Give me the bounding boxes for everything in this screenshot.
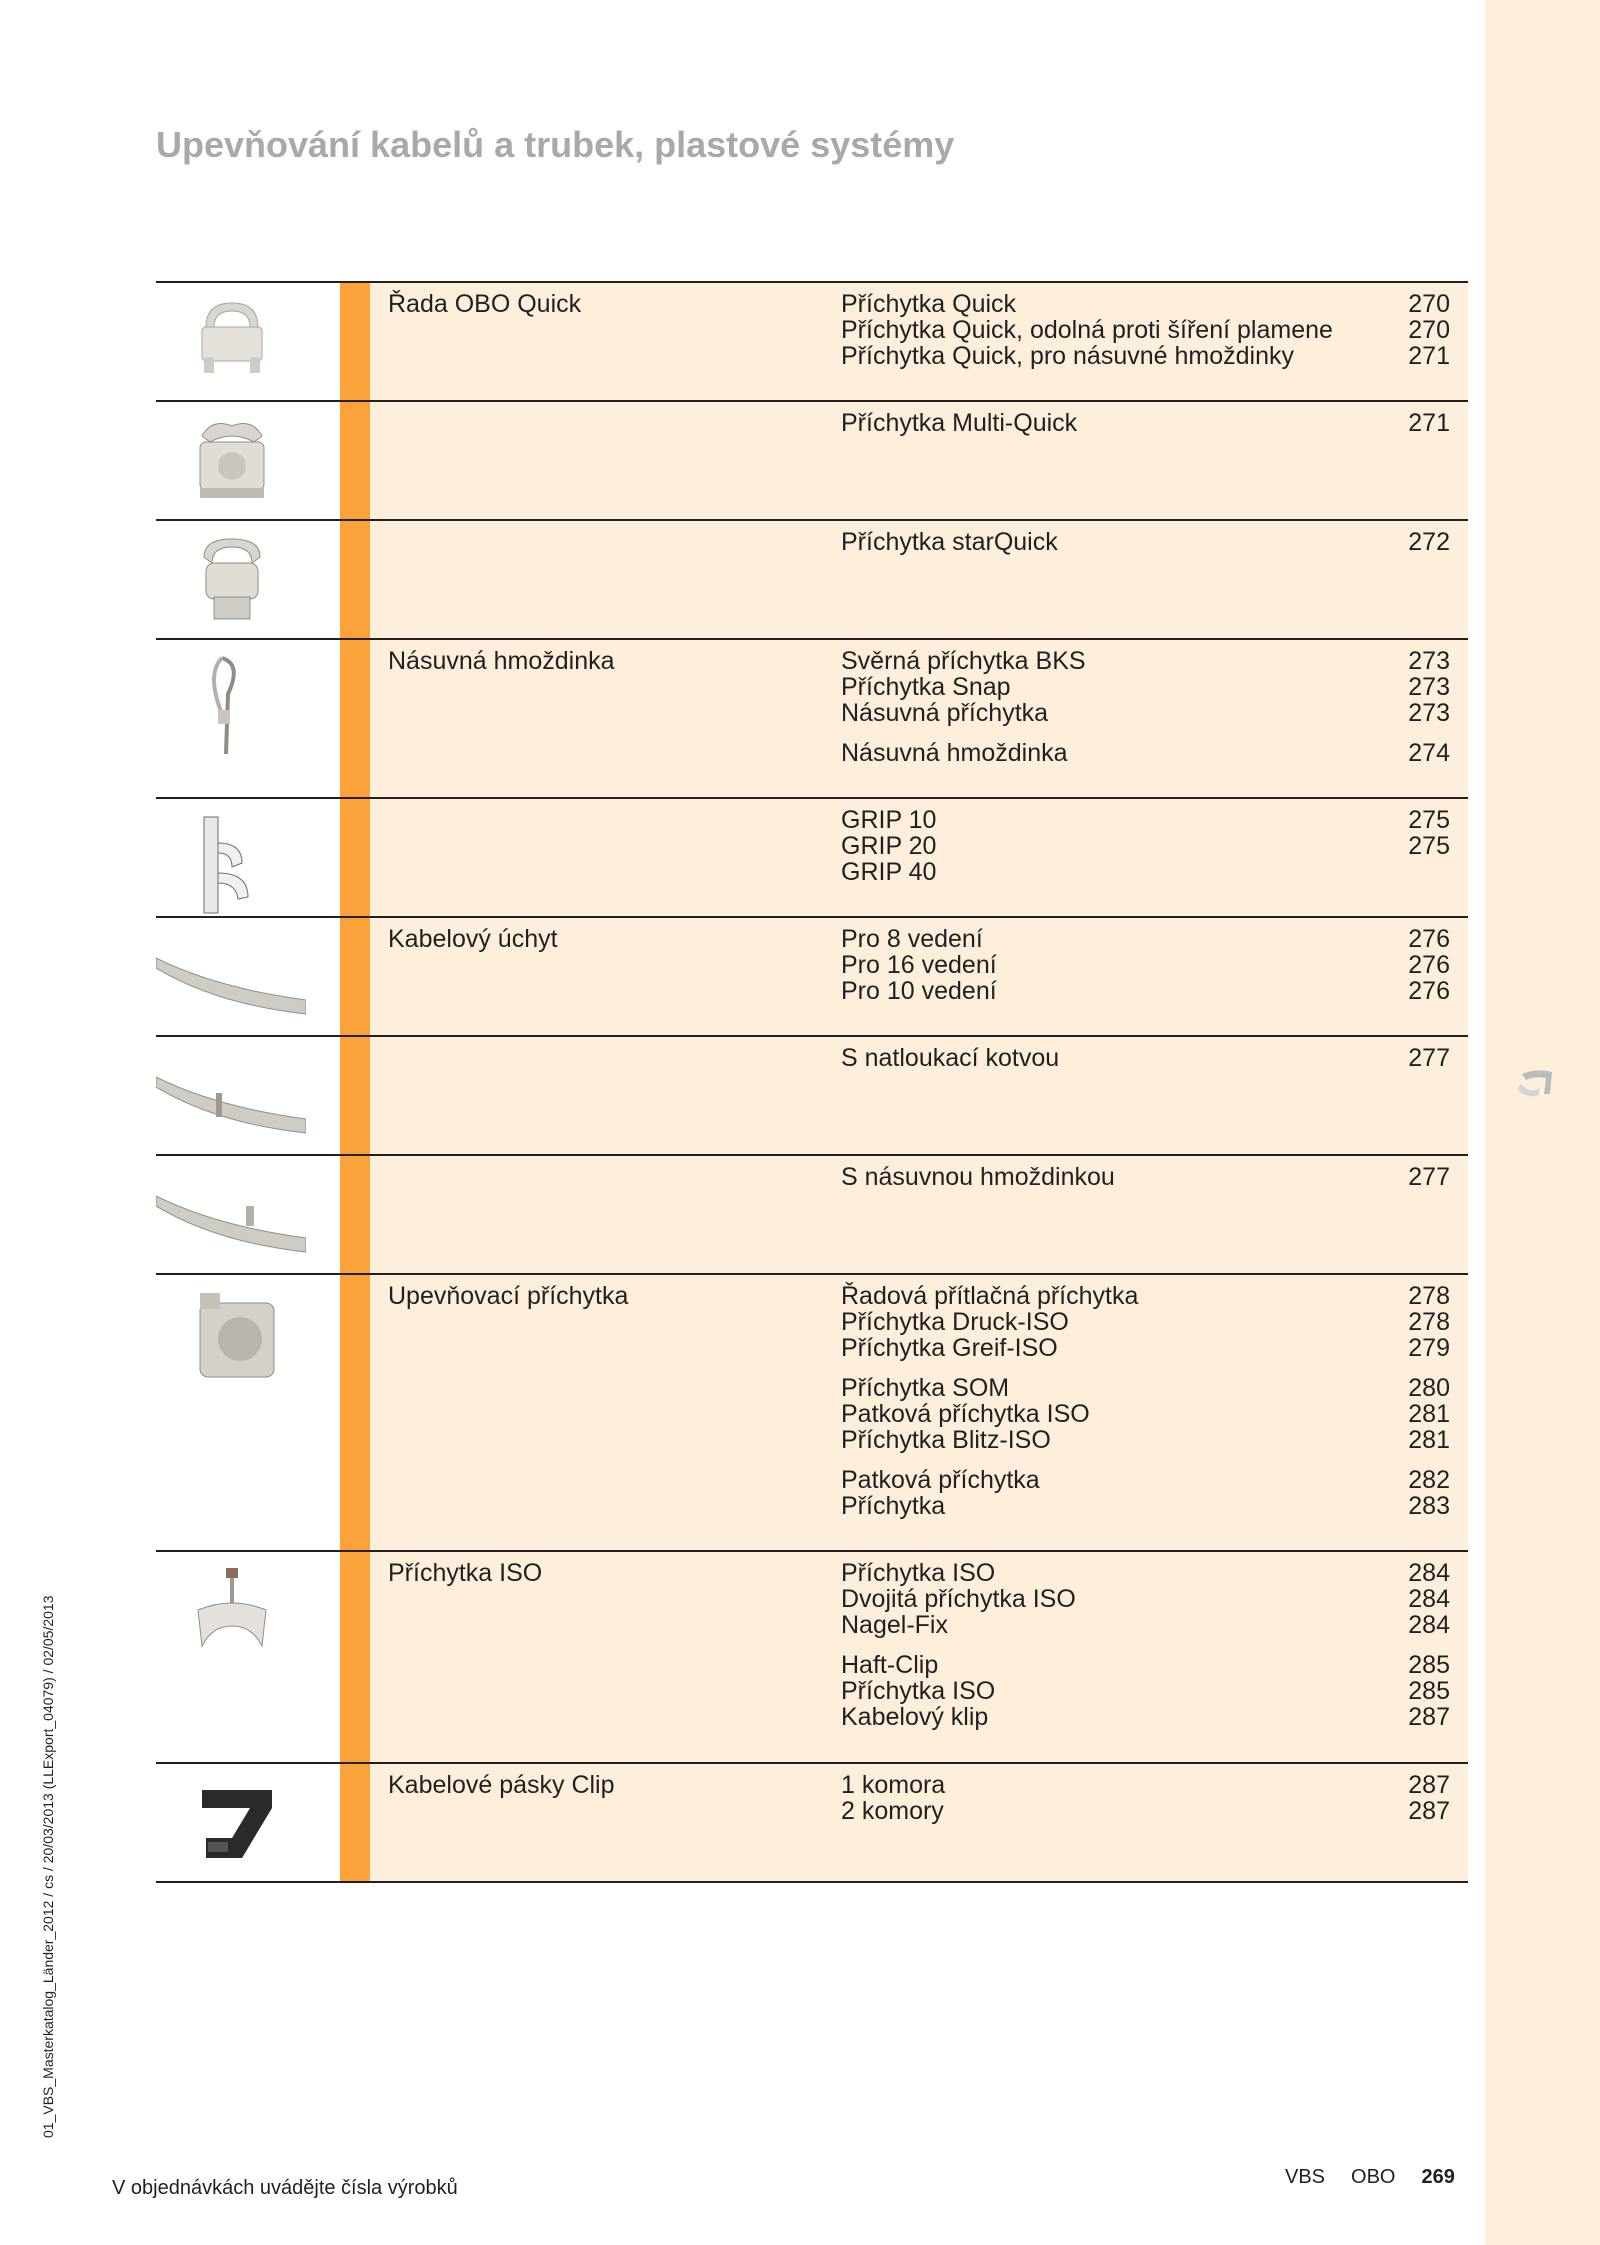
accent-bar [340, 1037, 370, 1154]
item-group [841, 807, 1450, 885]
accent-bar [340, 799, 370, 916]
item-page: 276 [1408, 951, 1450, 979]
item-page: 281 [1408, 1400, 1450, 1428]
grip-clip-icon [192, 813, 262, 928]
category-label [370, 521, 841, 638]
item-name: Příchytka Blitz-ISO [841, 1426, 1051, 1454]
list-item [841, 833, 1450, 859]
item-page: 275 [1408, 832, 1450, 860]
list-item [841, 1164, 1450, 1190]
quick-clip-icon [192, 297, 272, 382]
item-list [841, 1552, 1468, 1762]
item-name: Násuvná hmoždinka [841, 739, 1068, 767]
item-name: Nagel-Fix [841, 1611, 948, 1639]
list-item [841, 1798, 1450, 1824]
right-margin-band [1485, 0, 1600, 2245]
table-row [156, 519, 1468, 638]
row-body [370, 283, 1468, 400]
brand-vbs: VBS [1285, 2166, 1326, 2188]
item-name: Příchytka Quick [841, 290, 1017, 318]
item-name: Svěrná příchytka BKS [841, 647, 1086, 675]
product-image [156, 1156, 340, 1273]
item-name: GRIP 40 [841, 858, 937, 886]
category-label [370, 1037, 841, 1154]
item-group [841, 926, 1450, 1004]
item-name: Příchytka Snap [841, 673, 1011, 701]
row-body [370, 1037, 1468, 1154]
table-row [156, 281, 1468, 400]
list-item [841, 1612, 1450, 1638]
item-name: Příchytka ISO [841, 1559, 996, 1587]
item-group [841, 1772, 1450, 1824]
category-label: Řada OBO Quick [388, 290, 582, 318]
item-group [841, 1045, 1450, 1071]
item-list [841, 1156, 1468, 1273]
item-group [841, 1164, 1450, 1190]
item-name: Příchytka SOM [841, 1374, 1010, 1402]
item-page: 271 [1408, 342, 1450, 370]
item-page: 279 [1408, 1334, 1450, 1362]
item-name: 1 komora [841, 1771, 946, 1799]
list-item [841, 648, 1450, 674]
accent-bar [340, 283, 370, 400]
item-page: 287 [1408, 1797, 1450, 1825]
list-item [841, 1704, 1450, 1730]
item-name: Pro 16 vedení [841, 951, 997, 979]
item-page: 284 [1408, 1585, 1450, 1613]
list-item [841, 1467, 1450, 1493]
item-page: 274 [1408, 739, 1450, 767]
list-item [841, 674, 1450, 700]
item-list [841, 402, 1468, 519]
item-page: 287 [1408, 1771, 1450, 1799]
item-name: Příchytka Druck-ISO [841, 1308, 1069, 1336]
item-name: GRIP 20 [841, 832, 937, 860]
list-item [841, 1678, 1450, 1704]
item-page: 271 [1408, 409, 1450, 437]
category-label: Kabelové pásky Clip [388, 1771, 615, 1799]
nail-clip-icon [192, 1566, 272, 1671]
item-page: 285 [1408, 1677, 1450, 1705]
product-index-table [156, 281, 1468, 1883]
item-page: 270 [1408, 316, 1450, 344]
pressure-clip-icon [192, 1289, 282, 1394]
order-note: V objednávkách uvádějte čísla výrobků [112, 2177, 458, 2199]
list-item [841, 343, 1450, 369]
cable-clip-tab-icon [1516, 1066, 1556, 1100]
starquick-clip-icon [192, 535, 272, 630]
item-page: 276 [1408, 925, 1450, 953]
table-row [156, 1273, 1468, 1550]
item-group [841, 648, 1450, 726]
category-label: Násuvná hmoždinka [388, 647, 615, 675]
item-list [841, 1275, 1468, 1550]
item-page: 277 [1408, 1163, 1450, 1191]
cable-strap-icon [156, 938, 306, 1023]
accent-bar [340, 1156, 370, 1273]
item-name: Haft-Clip [841, 1651, 939, 1679]
item-group [841, 291, 1450, 369]
category-label: Upevňovací příchytka [388, 1282, 629, 1310]
item-name: Patková příchytka [841, 1466, 1040, 1494]
item-page: 278 [1408, 1282, 1450, 1310]
list-item [841, 529, 1450, 555]
list-item [841, 926, 1450, 952]
item-name: 2 komory [841, 1797, 944, 1825]
accent-bar [340, 640, 370, 797]
item-name: Násuvná příchytka [841, 699, 1049, 727]
accent-bar [340, 402, 370, 519]
item-page: 273 [1408, 673, 1450, 701]
row-body [370, 799, 1468, 916]
product-image [156, 918, 340, 1035]
item-list [841, 918, 1468, 1035]
item-page: 273 [1408, 699, 1450, 727]
list-item [841, 317, 1450, 343]
item-page: 285 [1408, 1651, 1450, 1679]
item-page: 280 [1408, 1374, 1450, 1402]
accent-bar [340, 1764, 370, 1881]
item-list [841, 1037, 1468, 1154]
item-group [841, 1652, 1450, 1730]
row-body [370, 1275, 1468, 1550]
item-name: Příchytka Greif-ISO [841, 1334, 1058, 1362]
item-page: 272 [1408, 528, 1450, 556]
product-image [156, 1552, 340, 1762]
product-image [156, 1037, 340, 1154]
product-image [156, 799, 340, 916]
item-page: 287 [1408, 1703, 1450, 1731]
list-item [841, 410, 1450, 436]
row-body [370, 1764, 1468, 1881]
table-row [156, 1762, 1468, 1881]
product-image [156, 1275, 340, 1550]
item-list [841, 640, 1468, 797]
item-group [841, 1560, 1450, 1638]
cable-tie-loop-icon [192, 654, 252, 769]
item-page: 284 [1408, 1611, 1450, 1639]
table-row [156, 797, 1468, 916]
item-name: Kabelový klip [841, 1703, 989, 1731]
product-image [156, 521, 340, 638]
list-item [841, 1772, 1450, 1798]
item-page: 273 [1408, 647, 1450, 675]
item-group [841, 529, 1450, 555]
brand-obo: OBO [1351, 2166, 1396, 2188]
item-name: Řadová přítlačná příchytka [841, 1282, 1139, 1310]
list-item [841, 1401, 1450, 1427]
list-item [841, 1283, 1450, 1309]
list-item [841, 1560, 1450, 1586]
table-row [156, 1035, 1468, 1154]
item-group [841, 740, 1450, 766]
list-item [841, 807, 1450, 833]
list-item [841, 978, 1450, 1004]
item-page: 277 [1408, 1044, 1450, 1072]
item-group [841, 1467, 1450, 1519]
item-name: Pro 10 vedení [841, 977, 997, 1005]
table-row [156, 638, 1468, 797]
item-name: S natloukací kotvou [841, 1044, 1060, 1072]
row-body [370, 1156, 1468, 1273]
table-row [156, 400, 1468, 519]
item-page: 275 [1408, 806, 1450, 834]
list-item [841, 1309, 1450, 1335]
product-image [156, 402, 340, 519]
item-list [841, 799, 1468, 916]
footer-branding [1285, 2166, 1455, 2189]
category-label [370, 1156, 841, 1273]
category-label [370, 799, 841, 916]
list-item [841, 1493, 1450, 1519]
item-group [841, 1283, 1450, 1361]
item-name: Příchytka Quick, odolná proti šíření plamene [841, 316, 1333, 344]
row-body [370, 521, 1468, 638]
item-list [841, 521, 1468, 638]
list-item [841, 1586, 1450, 1612]
row-body [370, 640, 1468, 797]
list-item [841, 859, 1450, 885]
accent-bar [340, 918, 370, 1035]
item-page: 276 [1408, 977, 1450, 1005]
item-name: Pro 8 vedení [841, 925, 983, 953]
table-row [156, 1550, 1468, 1762]
item-name: Příchytka starQuick [841, 528, 1058, 556]
list-item [841, 700, 1450, 726]
row-body [370, 918, 1468, 1035]
category-label: Příchytka ISO [388, 1559, 543, 1587]
category-label [370, 402, 841, 519]
page-title: Upevňování kabelů a trubek, plastové systémy [156, 124, 955, 165]
item-page: 282 [1408, 1466, 1450, 1494]
item-list [841, 1764, 1468, 1881]
list-item [841, 1335, 1450, 1361]
item-name: Dvojitá příchytka ISO [841, 1585, 1076, 1613]
table-row [156, 916, 1468, 1035]
table-row [156, 1154, 1468, 1273]
item-page: 281 [1408, 1426, 1450, 1454]
item-name: Příchytka Multi-Quick [841, 409, 1078, 437]
accent-bar [340, 1275, 370, 1550]
item-page: 284 [1408, 1559, 1450, 1587]
item-group [841, 410, 1450, 436]
item-list [841, 283, 1468, 400]
item-page: 270 [1408, 290, 1450, 318]
list-item [841, 740, 1450, 766]
item-name: Příchytka ISO [841, 1677, 996, 1705]
row-body [370, 1552, 1468, 1762]
page-number: 269 [1421, 2166, 1455, 2188]
accent-bar [340, 1552, 370, 1762]
accent-bar [340, 521, 370, 638]
item-page: 283 [1408, 1492, 1450, 1520]
row-body [370, 402, 1468, 519]
cable-strap-dowel-icon [156, 1176, 306, 1261]
list-item [841, 1045, 1450, 1071]
cable-strap-anchor-icon [156, 1057, 306, 1142]
clip-strip-icon [192, 1778, 282, 1873]
document-id-note: 01_VBS_Masterkatalog_Länder_2012 / cs / 20/03/2013 (LLExport_04079) / 02/05/2013 [40, 1595, 56, 2138]
item-name: Patková příchytka ISO [841, 1400, 1090, 1428]
item-name: GRIP 10 [841, 806, 937, 834]
list-item [841, 1652, 1450, 1678]
product-image [156, 1764, 340, 1881]
item-name: S násuvnou hmoždinkou [841, 1163, 1115, 1191]
list-item [841, 291, 1450, 317]
item-name: Příchytka Quick, pro násuvné hmoždinky [841, 342, 1294, 370]
multi-quick-clip-icon [192, 416, 272, 511]
list-item [841, 1375, 1450, 1401]
product-image [156, 283, 340, 400]
product-image [156, 640, 340, 797]
item-group [841, 1375, 1450, 1453]
item-page: 278 [1408, 1308, 1450, 1336]
list-item [841, 952, 1450, 978]
item-name: Příchytka [841, 1492, 946, 1520]
category-label: Kabelový úchyt [388, 925, 558, 953]
list-item [841, 1427, 1450, 1453]
